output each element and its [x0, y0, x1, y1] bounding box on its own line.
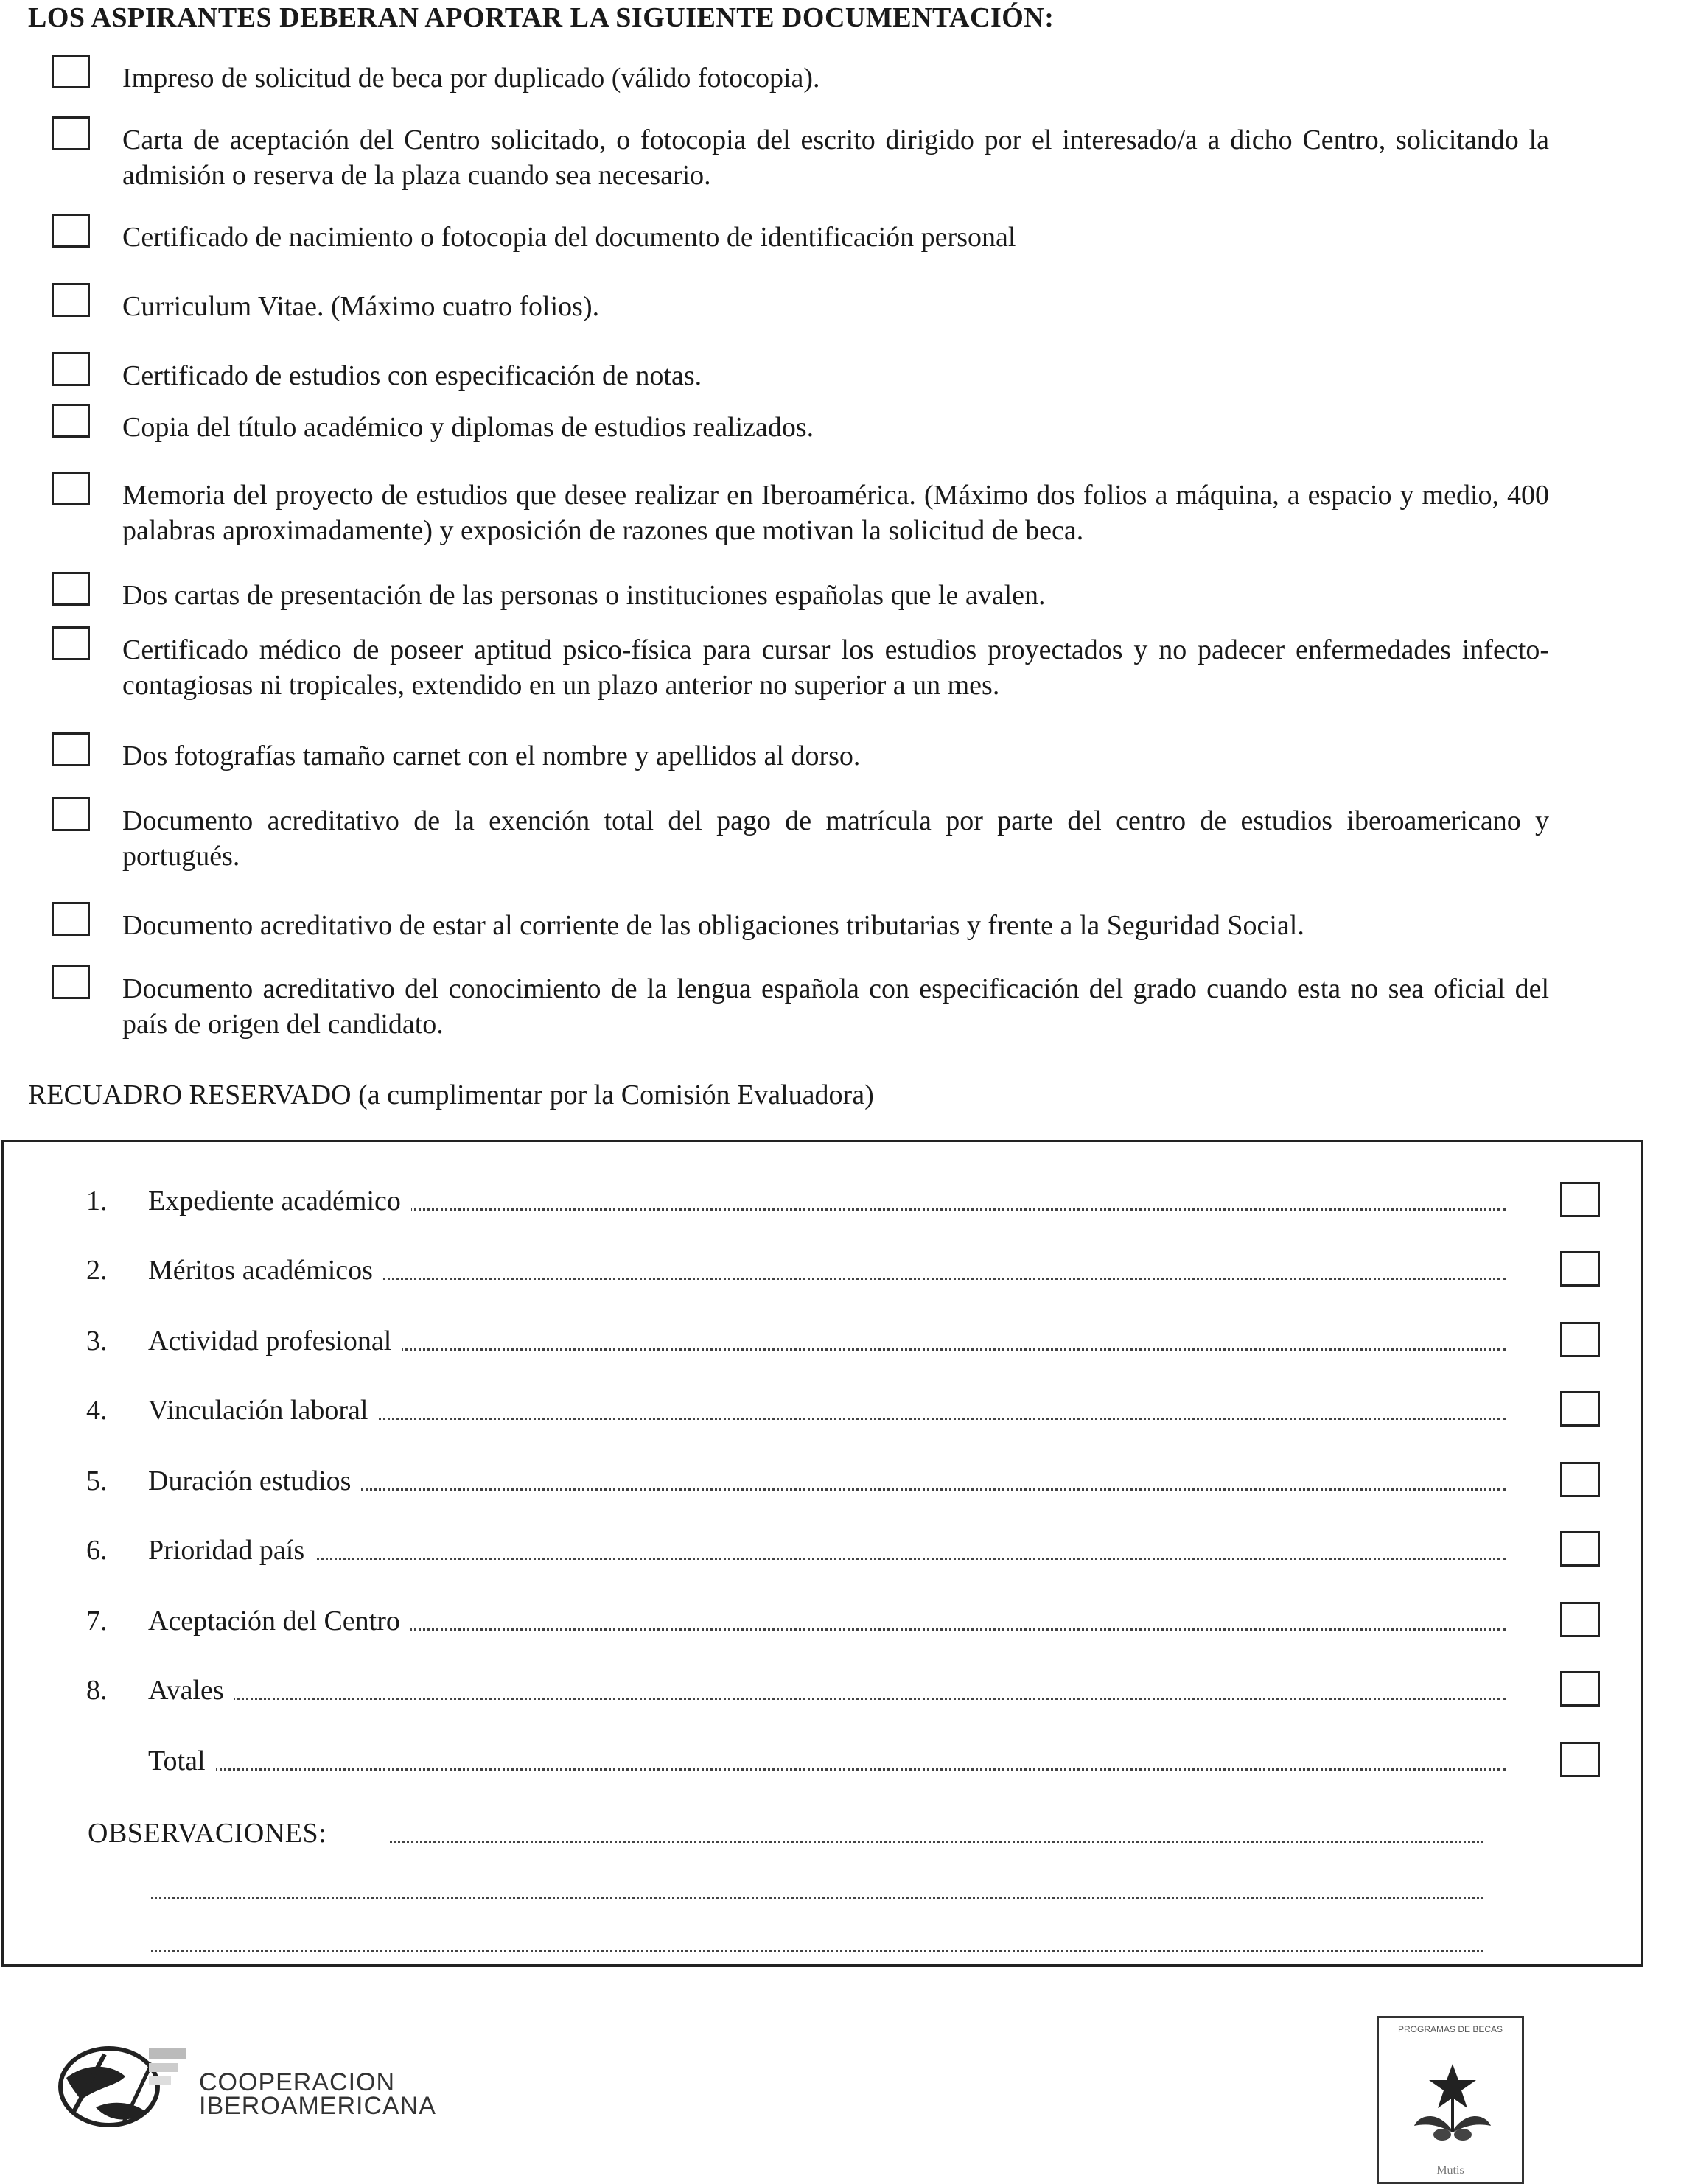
- page-heading: LOS ASPIRANTES DEBERAN APORTAR LA SIGUIENTE DOCUMENTACIÓN:: [28, 2, 1055, 33]
- document-text: Dos fotografías tamaño carnet con el nombre y apellidos al dorso.: [122, 741, 861, 771]
- score-box[interactable]: [1560, 1462, 1600, 1497]
- logo-text-line1: COOPERACION: [199, 2068, 396, 2096]
- criterion-number: 4.: [86, 1395, 108, 1426]
- mutis-stamp: [1377, 2016, 1524, 2184]
- document-checkbox[interactable]: [52, 55, 90, 88]
- document-text: Dos cartas de presentación de las personas o instituciones españolas que le avalen.: [122, 580, 1046, 611]
- criterion-label: Avales: [148, 1674, 234, 1707]
- criterion-label: Vinculación laboral: [148, 1394, 378, 1427]
- document-text: Documento acreditativo del conocimiento de la lengua española con especificación del grado cuando esta no sea oficial del país de origen del candidato.: [122, 973, 1549, 1040]
- criterion-number: 6.: [86, 1535, 108, 1566]
- document-text: Memoria del proyecto de estudios que desee realizar en Iberoamérica. (Máximo dos folios a máquina, a espacio y medio, 400 palabras aproximadamente) y exposición de razones que motivan la solicitud de beca.: [122, 480, 1549, 546]
- criterion-label: Méritos académicos: [148, 1254, 383, 1287]
- document-text: Documento acreditativo de estar al corriente de las obligaciones tributarias y frente a la Seguridad Social.: [122, 910, 1304, 941]
- observations-line[interactable]: [151, 1950, 1483, 1952]
- observations-line[interactable]: [390, 1841, 1483, 1843]
- reserved-section-title: RECUADRO RESERVADO (a cumplimentar por la Comisión Evaluadora): [28, 1079, 874, 1110]
- document-checkbox[interactable]: [52, 732, 90, 766]
- criterion-row-total: [4, 1742, 1646, 1786]
- document-checkbox[interactable]: [52, 572, 90, 606]
- criterion-row: [4, 1602, 1646, 1646]
- score-box[interactable]: [1560, 1391, 1600, 1427]
- document-checkbox[interactable]: [52, 404, 90, 438]
- document-checkbox[interactable]: [52, 797, 90, 831]
- criterion-label: Duración estudios: [148, 1465, 361, 1497]
- observations-label: OBSERVACIONES:: [88, 1818, 327, 1849]
- document-checkbox[interactable]: [52, 902, 90, 936]
- score-box[interactable]: [1560, 1531, 1600, 1567]
- dotted-leader: [148, 1768, 1506, 1771]
- criterion-label: Aceptación del Centro: [148, 1605, 410, 1637]
- criterion-label: Total: [148, 1745, 216, 1777]
- criterion-row: [4, 1182, 1646, 1226]
- criterion-row: [4, 1462, 1646, 1506]
- criterion-row: [4, 1391, 1646, 1435]
- document-text: Impreso de solicitud de beca por duplicado (válido fotocopia).: [122, 63, 820, 94]
- criterion-row: [4, 1671, 1646, 1715]
- document-checkbox[interactable]: [52, 214, 90, 248]
- document-checkbox[interactable]: [52, 283, 90, 317]
- emblem-icon: [1407, 2058, 1498, 2146]
- dotted-leader: [148, 1698, 1506, 1700]
- document-checkbox[interactable]: [52, 626, 90, 660]
- logo-text-line2: IBEROAMERICANA: [199, 2092, 436, 2120]
- document-text: Certificado de nacimiento o fotocopia del documento de identificación personal: [122, 222, 1016, 253]
- criterion-label: Expediente académico: [148, 1185, 411, 1217]
- cooperacion-iberoamericana-logo: [52, 2041, 567, 2137]
- document-checkbox[interactable]: [52, 965, 90, 999]
- dotted-leader: [148, 1558, 1506, 1560]
- score-box[interactable]: [1560, 1182, 1600, 1217]
- criterion-number: 8.: [86, 1675, 108, 1706]
- score-box[interactable]: [1560, 1251, 1600, 1287]
- document-checkbox[interactable]: [52, 472, 90, 505]
- document-text: Curriculum Vitae. (Máximo cuatro folios).: [122, 291, 600, 322]
- document-text: Copia del título académico y diplomas de estudios realizados.: [122, 412, 814, 443]
- criterion-row: [4, 1531, 1646, 1575]
- criterion-label: Prioridad país: [148, 1534, 315, 1567]
- document-checkbox[interactable]: [52, 116, 90, 150]
- observations-line[interactable]: [151, 1897, 1483, 1899]
- document-text: Carta de aceptación del Centro solicitado, o fotocopia del escrito dirigido por el interesado/a a dicho Centro, solicitando la admisión o reserva de la plaza cuando sea necesario.: [122, 125, 1549, 191]
- criterion-number: 2.: [86, 1255, 108, 1286]
- score-box[interactable]: [1560, 1602, 1600, 1637]
- document-text: Documento acreditativo de la exención total del pago de matrícula por parte del centro de estudios iberoamericano y portugués.: [122, 805, 1549, 872]
- criterion-number: 5.: [86, 1466, 108, 1497]
- stamp-footer: Mutis: [1436, 2164, 1464, 2177]
- criterion-row: [4, 1251, 1646, 1295]
- criterion-label: Actividad profesional: [148, 1325, 402, 1357]
- document-checkbox[interactable]: [52, 352, 90, 386]
- stamp-title: PROGRAMAS DE BECAS: [1397, 2024, 1503, 2034]
- score-box[interactable]: [1560, 1671, 1600, 1707]
- criterion-row: [4, 1322, 1646, 1366]
- document-text: Certificado médico de poseer aptitud psico-física para cursar los estudios proyectados y no padecer enfermedades infecto-contagiosas ni tropicales, extendido en un plazo anterior no superior a un mes.: [122, 634, 1549, 701]
- document-text: Certificado de estudios con especificación de notas.: [122, 360, 702, 391]
- criterion-number: 1.: [86, 1186, 108, 1217]
- globe-logo-icon: [52, 2041, 192, 2129]
- evaluation-box: [1, 1140, 1643, 1967]
- criterion-number: 7.: [86, 1606, 108, 1637]
- score-box[interactable]: [1560, 1322, 1600, 1357]
- logo-text: [199, 2068, 436, 2120]
- total-score-box[interactable]: [1560, 1742, 1600, 1777]
- criterion-number: 3.: [86, 1326, 108, 1357]
